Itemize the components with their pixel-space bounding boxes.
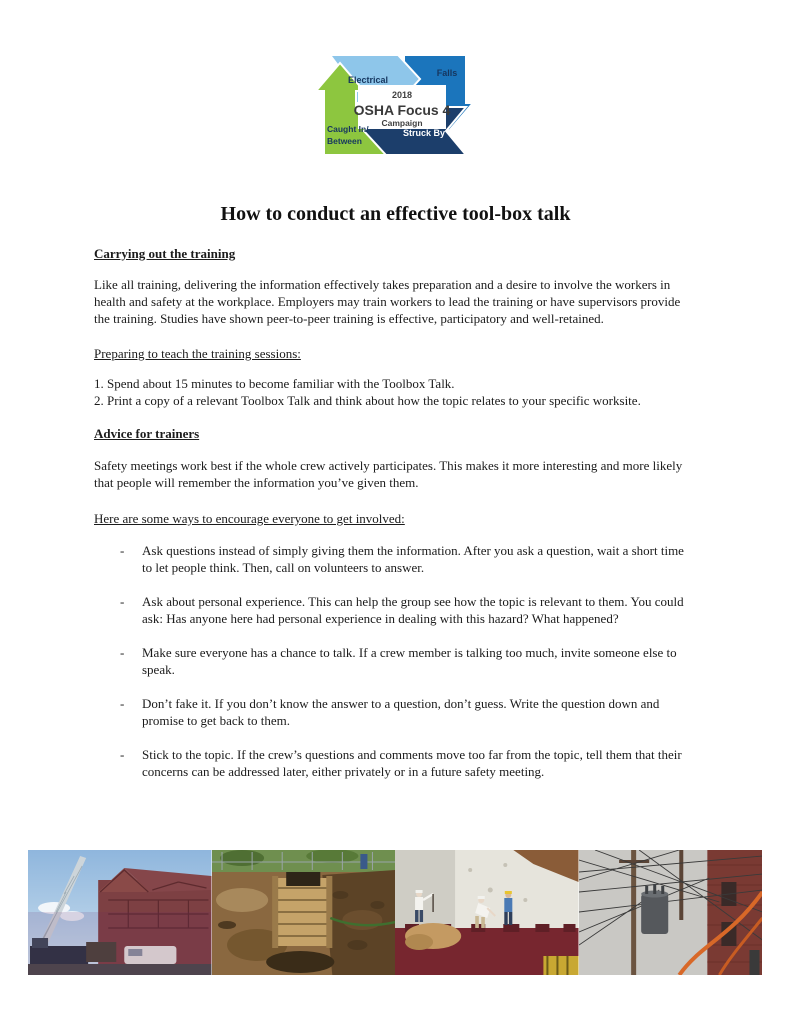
section-heading-ways: Here are some ways to encourage everyone to get involved: [94, 511, 405, 526]
bullet-dash: - [120, 594, 125, 609]
section-heading-advice: Advice for trainers [94, 426, 200, 441]
logo-year: 2018 [391, 90, 412, 100]
focus4-cycle-graphic [316, 45, 476, 161]
caught-in-label-line2: Between [326, 136, 362, 146]
falls-label: Falls [436, 68, 457, 78]
section-heading-preparing: Preparing to teach the training sessions: [94, 346, 301, 361]
power-lines-photo [579, 850, 763, 975]
section-heading-carrying-out: Carrying out the training [94, 246, 236, 261]
list-item [94, 542, 697, 576]
bullet-dash: - [120, 747, 125, 762]
caught-in-label-line1: Caught In/ [326, 124, 369, 134]
hazard-photo-strip [28, 850, 762, 975]
crane-framing-photo [28, 850, 212, 975]
page-title: How to conduct an effective tool-box talk [220, 203, 571, 225]
list-item [94, 695, 697, 729]
bullet-dash: - [120, 543, 125, 558]
advice-paragraph: Safety meetings work best if the whole crew actively participates. This makes it more interesting and more likely that people will remember the information you’ve given them. [94, 458, 683, 490]
list-item [94, 746, 697, 780]
tip-dont-fake: Don’t fake it. If you don’t know the answer to a question, don’t guess. Write the question down and promise to get back to them. [142, 696, 660, 728]
struck-by-label: Struck By [402, 128, 445, 138]
preparing-steps-list [94, 375, 697, 409]
carrying-out-paragraph: Like all training, delivering the information effectively takes preparation and a desire to involve the workers in health and safety at the workplace. Employers may train workers to lead the training or have supervisors provide the training. Studies have shown peer-to-peer training is effective, participatory and well-retained. [94, 277, 681, 326]
trench-excavation-photo [212, 850, 396, 975]
involvement-tips-list [94, 542, 697, 780]
logo-name: OSHA Focus 4 [353, 102, 450, 118]
preparing-step-1: 1. Spend about 15 minutes to become familiar with the Toolbox Talk. [94, 376, 455, 391]
tip-personal-experience: Ask about personal experience. This can help the group see how the topic is relevant to them. You could ask: Has anyone here had personal experience in dealing with this hazard? What happened? [142, 594, 684, 626]
tip-stick-to-topic: Stick to the topic. If the crew’s questions and comments move too far from the topic, tell them that their concerns can be addressed later, either privately or in a future safety meeting. [142, 747, 682, 779]
document-body [94, 245, 697, 780]
list-item [94, 644, 697, 678]
tip-everyone-talks: Make sure everyone has a chance to talk. If a crew member is talking too much, invite someone else to speak. [142, 645, 677, 677]
list-item [94, 593, 697, 627]
bullet-dash: - [120, 696, 125, 711]
preparing-step-2: 2. Print a copy of a relevant Toolbox Talk and think about how the topic relates to your specific worksite. [94, 393, 641, 408]
electrical-label: Electrical [347, 75, 388, 85]
logo-subtitle: Campaign [380, 118, 423, 128]
tip-ask-questions: Ask questions instead of simply giving them the information. After you ask a question, wait a short time to let people think. Then, call on volunteers to answer. [142, 543, 684, 575]
osha-focus4-logo [316, 45, 476, 161]
bullet-dash: - [120, 645, 125, 660]
masonry-demolition-photo [395, 850, 579, 975]
